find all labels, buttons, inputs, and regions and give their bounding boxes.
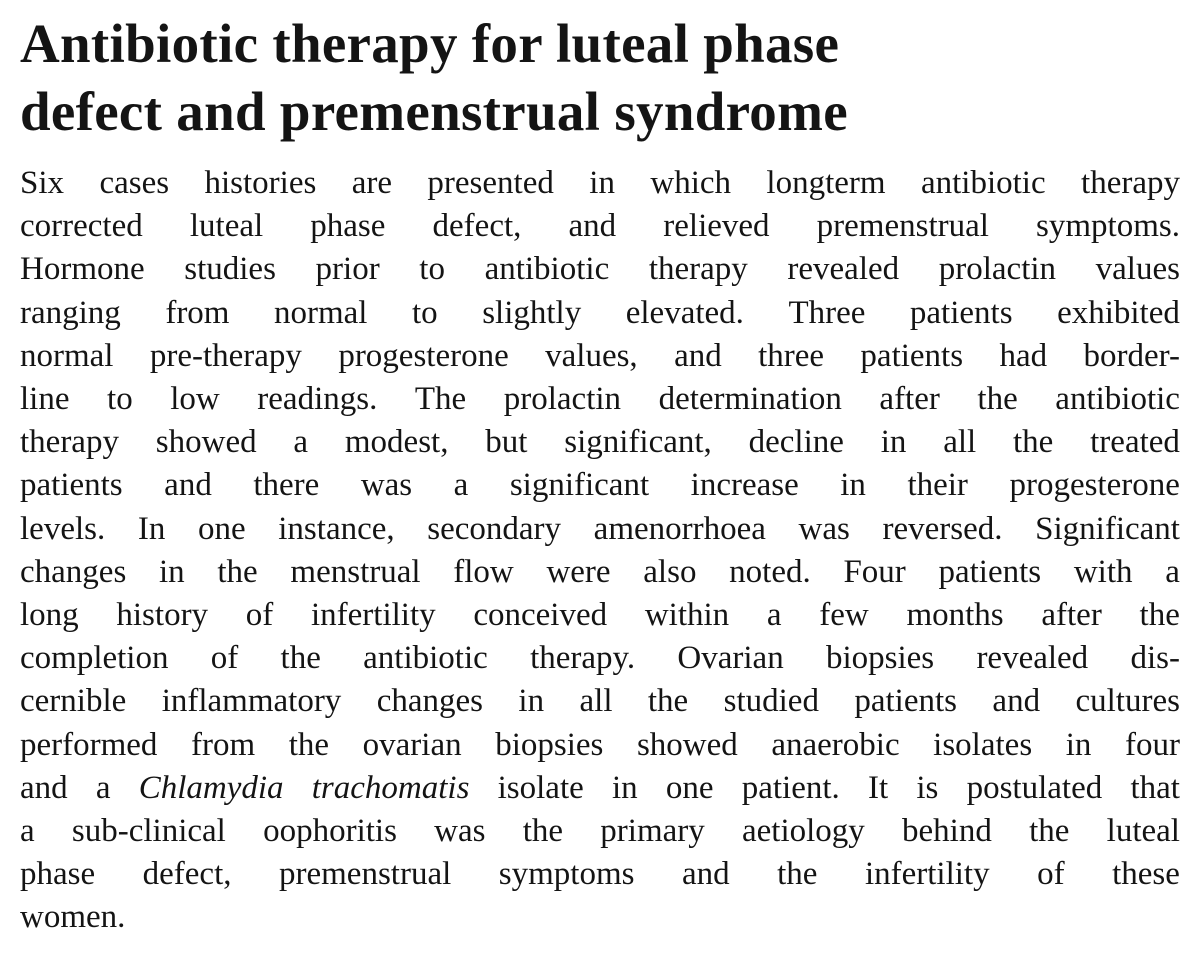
- abstract-word: determination: [658, 381, 842, 418]
- abstract-word: the: [1139, 597, 1180, 634]
- abstract-word: relieved: [663, 208, 770, 245]
- abstract-word: slightly: [482, 294, 582, 331]
- abstract-word: the: [280, 640, 321, 677]
- abstract-word: line: [20, 381, 70, 418]
- abstract-word: Six: [20, 165, 65, 201]
- abstract-line: [20, 896, 1180, 939]
- abstract-word: changes: [376, 683, 484, 720]
- abstract-word: postulated: [966, 769, 1103, 806]
- abstract-word: patients: [20, 467, 123, 504]
- abstract-word: infertility: [311, 597, 436, 634]
- abstract-word: therapy: [20, 424, 119, 461]
- abstract-word: Hormone: [20, 251, 145, 288]
- abstract-word: four: [1124, 726, 1180, 763]
- abstract-line: [20, 637, 1180, 680]
- abstract-word: the: [1013, 424, 1054, 461]
- abstract-word: progesterone: [338, 337, 509, 374]
- abstract-word: In: [137, 510, 166, 547]
- abstract-word: therapy.: [530, 640, 636, 677]
- abstract-word: a: [20, 813, 35, 850]
- abstract-word: sub-clinical: [71, 813, 226, 850]
- abstract-word: Four: [843, 553, 906, 590]
- abstract-word: prior: [315, 251, 380, 288]
- abstract-word: one: [197, 510, 246, 547]
- abstract-word: readings.: [257, 381, 378, 418]
- abstract-word: defect,: [142, 856, 232, 893]
- abstract-word: with: [1073, 553, 1133, 590]
- abstract-word: cases: [99, 165, 170, 201]
- abstract-word: values: [1095, 251, 1180, 288]
- abstract-line: [20, 594, 1180, 637]
- article-page: [20, 0, 1180, 956]
- abstract-word: the: [777, 856, 818, 893]
- abstract-word: treated: [1090, 424, 1180, 461]
- abstract-word: menstrual: [290, 553, 421, 590]
- abstract: [20, 162, 1180, 940]
- abstract-word: to: [412, 294, 438, 331]
- abstract-word: in: [880, 424, 907, 461]
- abstract-line: [20, 680, 1180, 723]
- abstract-word: and: [20, 769, 68, 806]
- abstract-word: revealed: [787, 251, 900, 288]
- abstract-line: [20, 464, 1180, 507]
- abstract-word: Three: [788, 294, 866, 331]
- abstract-word: a: [95, 769, 111, 806]
- abstract-word: long: [20, 597, 79, 634]
- abstract-word: that: [1130, 769, 1180, 806]
- abstract-line: [20, 162, 1180, 205]
- abstract-word: corrected: [20, 208, 143, 245]
- abstract-word: aetiology: [741, 813, 865, 850]
- abstract-word: the: [1029, 813, 1070, 850]
- abstract-word: pre-therapy: [149, 337, 302, 374]
- abstract-word: It: [867, 769, 889, 806]
- abstract-word: primary: [600, 813, 705, 850]
- abstract-word: histories: [204, 165, 317, 201]
- abstract-word: all: [579, 683, 613, 720]
- abstract-word: a: [1165, 553, 1180, 590]
- abstract-line: [20, 292, 1180, 335]
- abstract-word: prolactin: [503, 381, 622, 418]
- abstract-word: within: [644, 597, 730, 634]
- abstract-word: were: [546, 553, 611, 590]
- abstract-word: biopsies: [495, 726, 604, 763]
- abstract-word: elevated.: [625, 294, 744, 331]
- abstract-word: was: [798, 510, 850, 547]
- abstract-word: of: [245, 597, 274, 634]
- abstract-line: [20, 421, 1180, 464]
- abstract-word: and: [164, 467, 212, 504]
- abstract-word: a: [766, 597, 782, 634]
- abstract-word: anaerobic: [771, 726, 900, 763]
- abstract-word: normal: [274, 294, 368, 331]
- abstract-word: antibiotic: [484, 251, 610, 288]
- abstract-word: and: [674, 337, 722, 374]
- abstract-word: phase: [20, 856, 96, 893]
- abstract-word: secondary: [427, 510, 562, 547]
- abstract-word: a: [453, 467, 469, 504]
- abstract-word: three: [758, 337, 825, 374]
- abstract-word: in: [1065, 726, 1092, 763]
- abstract-word: was: [434, 813, 486, 850]
- abstract-line: [20, 378, 1180, 421]
- abstract-word: revealed: [976, 640, 1089, 677]
- abstract-word: the: [522, 813, 564, 850]
- abstract-word: but: [485, 424, 528, 461]
- abstract-word: the: [217, 553, 258, 590]
- abstract-word: patients: [909, 294, 1013, 331]
- abstract-line: [20, 724, 1180, 767]
- abstract-word: longterm: [766, 165, 886, 201]
- abstract-word: cernible: [20, 683, 127, 720]
- abstract-word: are: [351, 165, 393, 201]
- abstract-word: all: [943, 424, 977, 461]
- abstract-word: ovarian: [362, 726, 462, 763]
- abstract-word: antibiotic: [363, 640, 488, 677]
- abstract-word: progesterone: [1009, 467, 1180, 504]
- abstract-word: in: [589, 165, 615, 201]
- abstract-word: biopsies: [825, 640, 935, 677]
- abstract-word: the: [977, 381, 1018, 418]
- abstract-word: values,: [545, 337, 638, 374]
- abstract-word: is: [916, 769, 939, 806]
- abstract-word: one: [665, 769, 714, 806]
- abstract-word: luteal: [189, 208, 264, 245]
- abstract-word: normal: [20, 337, 114, 374]
- abstract-word: Chlamydia: [138, 769, 284, 806]
- abstract-word: there: [253, 467, 320, 504]
- abstract-word: from: [165, 294, 230, 331]
- abstract-word: from: [191, 726, 256, 763]
- abstract-word: Significant: [1035, 510, 1180, 547]
- abstract-line: [20, 767, 1180, 810]
- abstract-word: oophoritis: [263, 813, 397, 850]
- abstract-word: changes: [20, 553, 127, 590]
- abstract-word: cultures: [1075, 683, 1180, 720]
- abstract-word: isolate: [497, 769, 584, 806]
- abstract-word: antibiotic: [1055, 381, 1180, 418]
- abstract-word: premenstrual: [279, 856, 452, 893]
- abstract-word: decline: [748, 424, 844, 461]
- article-title: [20, 0, 1120, 146]
- abstract-word: patients: [854, 683, 958, 720]
- abstract-word: history: [116, 597, 209, 634]
- abstract-word: was: [360, 467, 413, 504]
- abstract-word: therapy: [648, 251, 748, 288]
- abstract-word: therapy: [1081, 165, 1180, 201]
- abstract-line: [20, 853, 1180, 896]
- abstract-word: showed: [636, 726, 738, 763]
- abstract-word: trachomatis: [311, 769, 470, 806]
- abstract-line: [20, 551, 1180, 594]
- abstract-word: exhibited: [1057, 294, 1180, 331]
- abstract-word: significant,: [564, 424, 712, 461]
- abstract-word: of: [210, 640, 239, 677]
- abstract-word: inflammatory: [161, 683, 342, 720]
- title-line: Antibiotic therapy for luteal phase: [20, 13, 840, 74]
- abstract-word: Ovarian: [677, 640, 784, 677]
- abstract-word: low: [170, 381, 220, 418]
- abstract-word: premenstrual: [816, 208, 989, 245]
- abstract-word: and: [681, 856, 730, 893]
- abstract-word: and: [568, 208, 617, 245]
- abstract-line: [20, 508, 1180, 551]
- abstract-word: flow: [453, 553, 514, 590]
- abstract-word: isolates: [933, 726, 1033, 763]
- abstract-word: levels.: [20, 510, 106, 547]
- abstract-word: patients: [860, 337, 964, 374]
- abstract-word: luteal: [1106, 813, 1180, 850]
- abstract-word: showed: [155, 424, 257, 461]
- abstract-word: reversed.: [882, 510, 1003, 547]
- abstract-word: months: [906, 597, 1004, 634]
- abstract-word: significant: [509, 467, 650, 504]
- abstract-word: The: [414, 381, 467, 418]
- abstract-word: in: [611, 769, 638, 806]
- abstract-word: instance,: [278, 510, 395, 547]
- abstract-word: of: [1037, 856, 1065, 893]
- abstract-word: antibiotic: [920, 165, 1046, 201]
- abstract-line: [20, 205, 1180, 248]
- abstract-word: after: [1041, 597, 1102, 634]
- abstract-word: few: [819, 597, 869, 634]
- abstract-word: the: [288, 726, 330, 763]
- abstract-line: [20, 248, 1180, 291]
- abstract-word: to: [107, 381, 133, 418]
- abstract-word: symptoms.: [1036, 208, 1180, 245]
- abstract-word: studied: [723, 683, 819, 720]
- abstract-word: symptoms: [498, 856, 635, 893]
- abstract-word: presented: [427, 165, 554, 201]
- abstract-line: [20, 810, 1180, 853]
- abstract-word: completion: [20, 640, 169, 677]
- abstract-word: increase: [690, 467, 799, 504]
- abstract-word: women.: [20, 899, 126, 936]
- abstract-line: [20, 335, 1180, 378]
- abstract-word: patient.: [741, 769, 840, 806]
- abstract-word: prolactin: [938, 251, 1057, 288]
- abstract-word: patients: [938, 553, 1042, 590]
- abstract-word: the: [647, 683, 689, 720]
- abstract-word: phase: [310, 208, 386, 245]
- abstract-word: to: [419, 251, 445, 288]
- abstract-word: in: [518, 683, 545, 720]
- abstract-word: also: [643, 553, 697, 590]
- title-line: defect and premenstrual syndrome: [20, 81, 848, 142]
- abstract-word: their: [907, 467, 968, 504]
- abstract-word: performed: [20, 726, 158, 763]
- abstract-word: studies: [184, 251, 276, 288]
- abstract-word: after: [879, 381, 940, 418]
- abstract-word: modest,: [344, 424, 449, 461]
- abstract-word: had: [999, 337, 1048, 374]
- abstract-word: noted.: [729, 553, 811, 590]
- abstract-word: in: [840, 467, 866, 504]
- abstract-word: a: [293, 424, 309, 461]
- abstract-word: amenorrhoea: [593, 510, 766, 547]
- abstract-word: border-: [1083, 337, 1180, 374]
- abstract-word: infertility: [864, 856, 990, 893]
- abstract-word: behind: [902, 813, 992, 850]
- abstract-word: defect,: [432, 208, 522, 245]
- abstract-word: in: [159, 553, 185, 590]
- abstract-word: which: [650, 165, 732, 201]
- abstract-word: conceived: [473, 597, 608, 634]
- abstract-word: dis-: [1130, 640, 1180, 677]
- abstract-word: and: [992, 683, 1041, 720]
- abstract-word: ranging: [20, 294, 121, 331]
- abstract-word: these: [1112, 856, 1180, 893]
